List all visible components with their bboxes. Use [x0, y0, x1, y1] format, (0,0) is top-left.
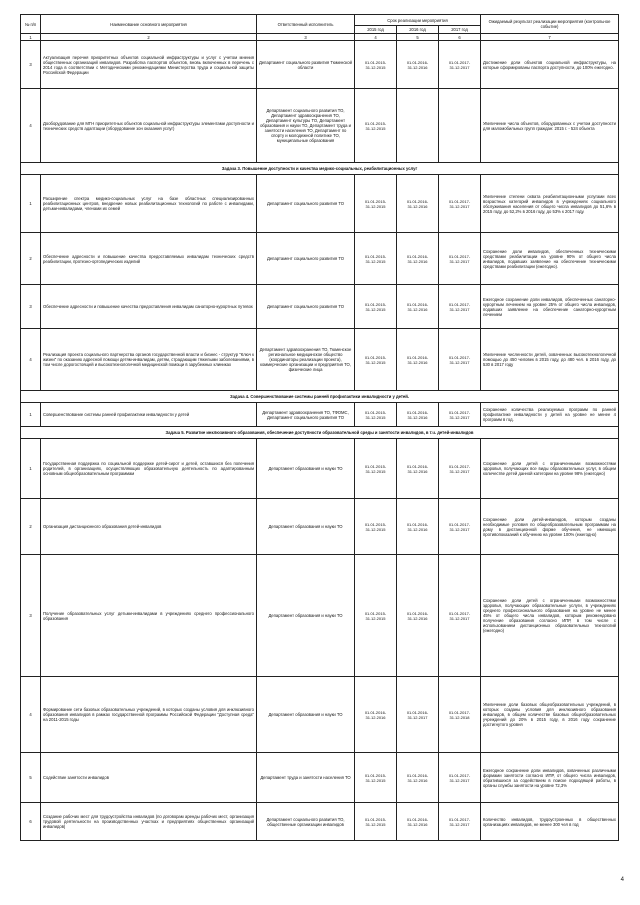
term-2017: 01.01.2017-31.12.2017: [439, 753, 481, 803]
row-number: 3: [21, 555, 41, 677]
header-name: Наименование основного мероприятия: [41, 15, 257, 34]
term-2017: 01.01.2017-31.12.2017: [439, 803, 481, 841]
term-2015: 01.01.2015-31.12.2015: [355, 403, 397, 427]
table-row: [21, 403, 619, 427]
table-row: [21, 499, 619, 555]
header-terms: Срок реализации мероприятия: [355, 15, 481, 26]
row-number: 1: [21, 403, 41, 427]
plan-table-page: [20, 14, 618, 841]
expected-result: Сохранение доли детей с ограниченными возможностями здоровья, получающих все виды образовательных услуг, в общем количестве детей данной категории на уровне 98% (ежегодно): [481, 439, 619, 499]
term-2015: 01.01.2015-31.12.2015: [355, 555, 397, 677]
header-year-2015: 2015 год: [355, 26, 397, 34]
task-row: [21, 391, 619, 403]
responsible-executor: Департамент социального развития Тюменской области: [257, 41, 355, 89]
col-index: 1: [21, 34, 41, 41]
row-number: 4: [21, 677, 41, 753]
row-number: 4: [21, 329, 41, 391]
term-2017: 01.01.2017-31.12.2017: [439, 329, 481, 391]
term-2016: 01.01.2016-31.12.2016: [397, 499, 439, 555]
col-index: 7: [481, 34, 619, 41]
task-3-heading: Задача 3. Повышение доступности и качества медико-социальных, реабилитационных услуг: [21, 163, 619, 175]
term-2017: 01.01.2017-31.12.2017: [439, 175, 481, 233]
expected-result: Сохранение доли детей с ограниченными возможностями здоровья, получающих образовательные услуги, в учреждениях среднего профессионального образования на уровне не менее 45% от общего числа инвалидов, которым рекомендовано получение образования согласно ИПР, в том числе с использованием дистанционных образовательных технологий (ежегодно): [481, 555, 619, 677]
table-row: [21, 439, 619, 499]
header-num: № п/п: [21, 15, 41, 34]
table-row: [21, 803, 619, 841]
term-2015: 01.01.2015-31.12.2015: [355, 803, 397, 841]
term-2015: 01.01.2015-31.12.2015: [355, 499, 397, 555]
table-row: [21, 329, 619, 391]
task-row: [21, 427, 619, 439]
responsible-executor: Департамент образования и науки ТО: [257, 555, 355, 677]
responsible-executor: Департамент социального развития ТО, Департамент здравоохранения ТО, Департамент культуры ТО, Департамент образования и науки ТО, Департамент труда и занятости населения ТО, Департамент по спорту и молодежной политике ТО, муниципальные образования: [257, 89, 355, 163]
expected-result: Сохранение доли инвалидов, обеспеченных техническими средствами реабилитации на уровне 90% от общего числа инвалидов, подавших заявление на обеспечение техническими средствами реабилитации (ежегодно).: [481, 233, 619, 285]
header-year-2016: 2016 год: [397, 26, 439, 34]
term-2015: 01.01.2015-31.12.2015: [355, 329, 397, 391]
measure-name: Обеспечение адресности и повышение качества предоставляемых инвалидам технических средств реабилитации, протезно-ортопедических изделий: [41, 233, 257, 285]
term-2015: 01.01.2015-31.12.2015: [355, 233, 397, 285]
col-index: 3: [257, 34, 355, 41]
term-2016: 01.01.2016-31.12.2016: [397, 233, 439, 285]
term-2015: 01.01.2015-31.12.2015: [355, 439, 397, 499]
term-2015: 01.01.2015-31.12.2015: [355, 175, 397, 233]
expected-result: Увеличение доли базовых общеобразовательных учреждений, в которых созданы условия для инклюзивного образования инвалидов, в общем количестве базовых общеобразовательных учреждений до 20% в 2015 году, в 2016 году сохранение достигнутого уровня: [481, 677, 619, 753]
term-2016: 01.01.2016-31.12.2016: [397, 803, 439, 841]
term-2015: 01.01.2015-31.12.2015: [355, 89, 397, 163]
row-number: 4: [21, 89, 41, 163]
table-row: [21, 41, 619, 89]
page-number: 4: [620, 877, 624, 883]
row-number: 2: [21, 233, 41, 285]
term-2017: 01.01.2017-31.12.2017: [439, 555, 481, 677]
term-2017: 01.01.2017-31.12.2017: [439, 499, 481, 555]
task-5-heading: Задача 5. Развитие инклюзивного образования, обеспечение доступности образовательной среды и занятости инвалидов, в т.ч. детей-инвалидов: [21, 427, 619, 439]
term-2016: 01.01.2016-31.12.2016: [397, 285, 439, 329]
row-number: 2: [21, 499, 41, 555]
expected-result: Сохранение количества реализуемых программ по ранней профилактике инвалидности у детей на уровне не менее 4 программ в год.: [481, 403, 619, 427]
measure-name: Реализация проекта социального партнерства органов государственной власти и бизнес - структур "Ключ к жизни" по оказанию адресной помощи детям-инвалидам, детям, страдающим тяжелыми заболеваниями, в том числе дорогостоящей и высокотехнологичной медицинской помощи в зарубежных клиниках: [41, 329, 257, 391]
responsible-executor: Департамент здравоохранения ТО, Тюменское региональное медицинское общество (координаторы реализации проекта), коммерческие организации и предприятия ТО, физические лица: [257, 329, 355, 391]
responsible-executor: Департамент образования и науки ТО: [257, 677, 355, 753]
responsible-executor: Департамент образования и науки ТО: [257, 439, 355, 499]
term-2015: 01.01.2015-31.12.2015: [355, 753, 397, 803]
header-result: Ожидаемый результат реализации мероприятия (контрольное событие): [481, 15, 619, 34]
col-index: 6: [439, 34, 481, 41]
expected-result: Ежегодное сохранение доли инвалидов, обеспеченных санаторно-курортным лечением на уровне 25% от общего числа инвалидов, подавших заявление на обеспечение санаторно-курортным лечением: [481, 285, 619, 329]
term-2015: 01.01.2016-31.12.2016: [355, 677, 397, 753]
term-2017: 01.01.2017-31.12.2017: [439, 285, 481, 329]
responsible-executor: Департамент образования и науки ТО: [257, 499, 355, 555]
row-number: 1: [21, 175, 41, 233]
row-number: 3: [21, 285, 41, 329]
row-number: 5: [21, 753, 41, 803]
term-2017: 01.01.2017-31.12.2018: [439, 677, 481, 753]
term-2015: 01.01.2015-31.12.2015: [355, 285, 397, 329]
table-row: [21, 555, 619, 677]
table-row: [21, 753, 619, 803]
measure-name: Государственная поддержка по социальной поддержке детей-сирот и детей, оставшихся без попечения родителей, в организациях, осуществляющих образовательную деятельность по адаптированным основным общеобразовательным программам: [41, 439, 257, 499]
responsible-executor: Департамент здравоохранения ТО, ТФОМС, Департамент социального развития ТО: [257, 403, 355, 427]
col-index: 2: [41, 34, 257, 41]
term-2017: 01.01.2017-31.12.2017: [439, 439, 481, 499]
expected-result: Сохранение доли детей-инвалидов, которым созданы необходимые условия по общеобразовательным программам на дому в дистанционной форме обучения, не имеющих противопоказаний к обучению на уровне 100% (ежегодно): [481, 499, 619, 555]
expected-result: Количество инвалидов, трудоустроенных в общественных организациях инвалидов, не менее 300 чел в год: [481, 803, 619, 841]
expected-result: Ежегодное сохранение доли инвалидов, охваченных различными формами занятости согласно ИПР, от общего числа инвалидов, обратившихся за содействием в поиске подходящей работы, в органы службы занятости на уровне 72,3%: [481, 753, 619, 803]
responsible-executor: Департамент социального развития ТО: [257, 233, 355, 285]
table-row: [21, 175, 619, 233]
responsible-executor: Департамент социального развития ТО: [257, 285, 355, 329]
expected-result: Увеличение числа объектов, оборудованных с учетом доступности для маломобильных групп граждан: 2015 г. - 524 объекта: [481, 89, 619, 163]
term-2015: 01.01.2015-31.12.2015: [355, 41, 397, 89]
col-index: 4: [355, 34, 397, 41]
header-row: [21, 15, 619, 26]
task-4-heading: Задача 4. Совершенствование системы ранней профилактики инвалидности у детей.: [21, 391, 619, 403]
measure-name: Формирование сети базовых образовательных учреждений, в которых созданы условия для инклюзивного образования инвалидов в рамках государственной программы Российской Федерации "Доступная среда" на 2011-2015 годы: [41, 677, 257, 753]
measure-name: Обеспечение адресности и повышение качества предоставления инвалидам санаторно-курортных путевок: [41, 285, 257, 329]
measures-table: [20, 14, 619, 841]
term-2016: 01.01.2016-31.12.2016: [397, 439, 439, 499]
term-2016: 01.01.2016-31.12.2016: [397, 555, 439, 677]
table-row: [21, 285, 619, 329]
term-2016: 01.01.2016-31.12.2016: [397, 329, 439, 391]
table-row: [21, 89, 619, 163]
term-2017: [439, 89, 481, 163]
term-2016: 01.01.2016-31.12.2016: [397, 41, 439, 89]
header-year-2017: 2017 год: [439, 26, 481, 34]
header-executor: Ответственный исполнитель: [257, 15, 355, 34]
table-row: [21, 233, 619, 285]
measure-name: Получение образовательных услуг детьми-инвалидами в учреждениях среднего профессионального образования: [41, 555, 257, 677]
term-2017: 01.01.2017-31.12.2017: [439, 233, 481, 285]
term-2016: 01.01.2016-31.12.2017: [397, 677, 439, 753]
col-index: 5: [397, 34, 439, 41]
row-number: 3: [21, 41, 41, 89]
measure-name: Создание рабочих мест для трудоустройства инвалидов (по договорам аренды рабочих мест, организация трудовой деятельности на производственных участках и предприятиях общественных организаций инвалидов): [41, 803, 257, 841]
responsible-executor: Департамент социального развития ТО: [257, 175, 355, 233]
row-number: 1: [21, 439, 41, 499]
table-row: [21, 677, 619, 753]
term-2017: 01.01.2017-31.12.2017: [439, 41, 481, 89]
term-2016: [397, 89, 439, 163]
term-2016: 01.01.2016-31.12.2016: [397, 403, 439, 427]
expected-result: Достижение доли объектов социальной инфраструктуры, на которые сформированы паспорта доступности, до 100% ежегодно.: [481, 41, 619, 89]
task-row: [21, 163, 619, 175]
measure-name: Дооборудование для МГН приоритетных объектов социальной инфраструктуры элементами доступности и технических средств адаптации (оборудование зон оказания услуг): [41, 89, 257, 163]
row-number: 6: [21, 803, 41, 841]
expected-result: Увеличение степени охвата реабилитационными услугами всех возрастных категорий инвалидов в учреждениях социального обслуживания населения от общего числа инвалидов до 51,6% в 2015 году, до 52,2% в 2016 году, до 53% к 2017 году.: [481, 175, 619, 233]
measures-body: [21, 34, 619, 841]
measure-name: Содействие занятости инвалидов: [41, 753, 257, 803]
term-2017: 01.01.2017-31.12.2017: [439, 403, 481, 427]
term-2016: 01.01.2016-31.12.2016: [397, 753, 439, 803]
measure-name: Совершенствование системы ранней профилактики инвалидности у детей: [41, 403, 257, 427]
term-2016: 01.01.2016-31.12.2016: [397, 175, 439, 233]
measure-name: Организация дистанционного образования детей-инвалидов: [41, 499, 257, 555]
expected-result: Увеличение численности детей, охваченных высокотехнологичной помощью до 450 человек в 2015 году, до 480 чел. в 2016 году, до 530 в 2017 году: [481, 329, 619, 391]
column-index-row: [21, 34, 619, 41]
measure-name: Расширение спектра медико-социальных услуг на базе областных специализированных реабилитационных центров, внедрение новых реабилитационных технологий по работе с инвалидами, детьми-инвалидами, членами их семей: [41, 175, 257, 233]
responsible-executor: Департамент социального развития ТО, общественные организации инвалидов: [257, 803, 355, 841]
measure-name: Актуализация перечня приоритетных объектов социальной инфраструктуры и услуг с учетом мнения общественных организаций инвалидов. Разработка паспортов объектов, вновь включенных в перечень с 2014 года в соответствии с Методическими рекомендациями Министерства труда и социальной защиты Российской Федерации: [41, 41, 257, 89]
responsible-executor: Департамент труда и занятости населения ТО: [257, 753, 355, 803]
